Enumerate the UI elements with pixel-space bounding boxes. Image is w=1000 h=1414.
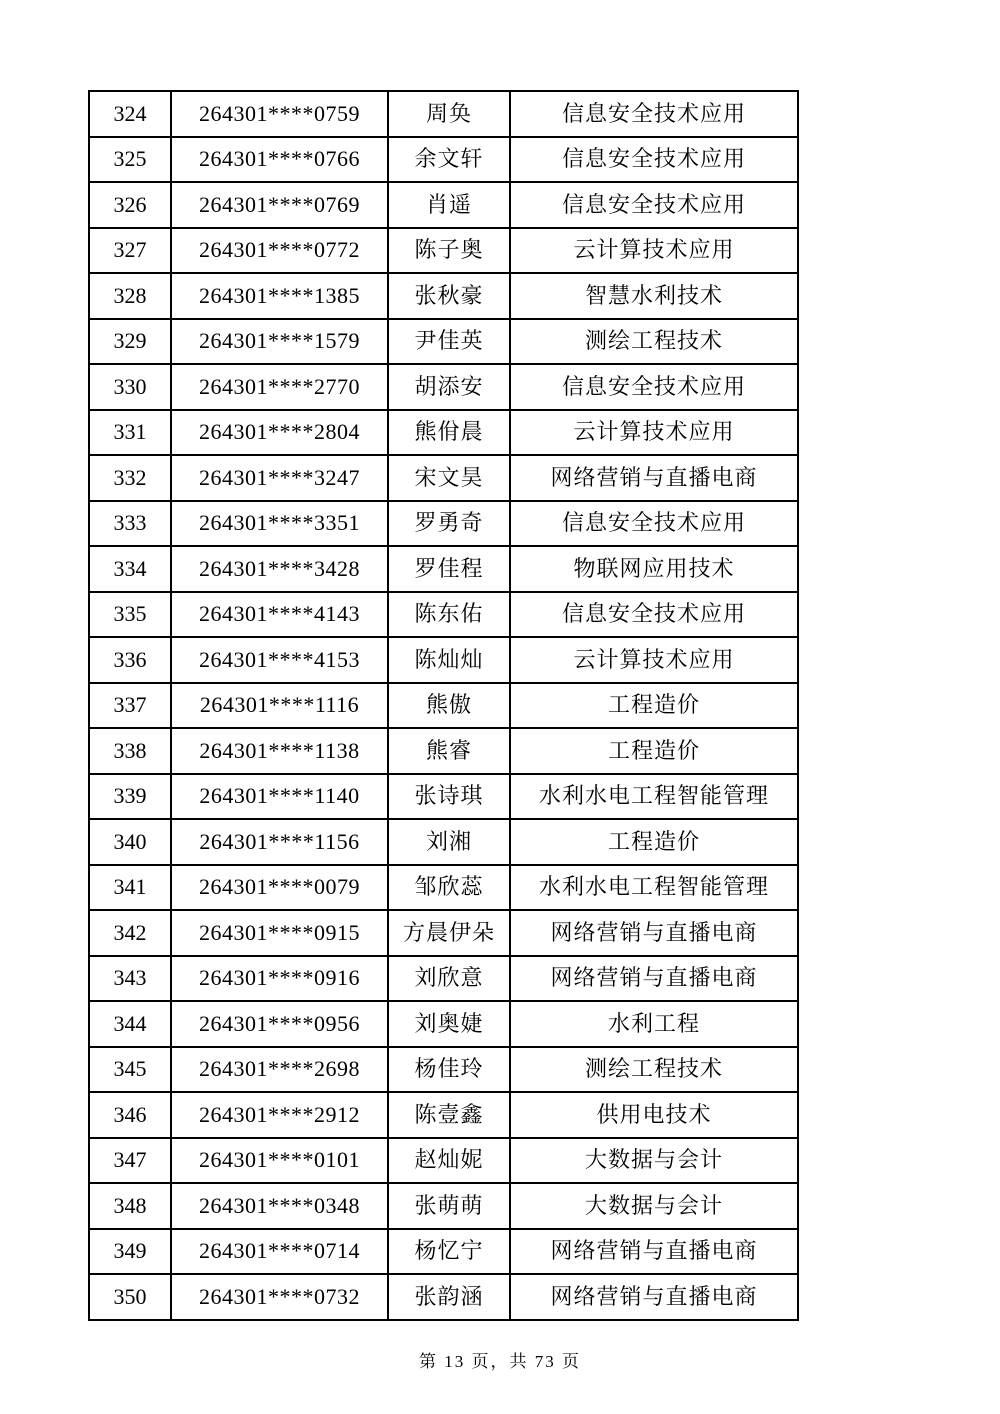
table-row <box>89 410 798 456</box>
row-number-cell: 335 <box>89 592 171 638</box>
student-name-cell: 杨佳玲 <box>388 1047 510 1093</box>
student-name-cell: 罗佳程 <box>388 546 510 592</box>
student-name-cell: 周奂 <box>388 91 510 137</box>
table-row <box>89 819 798 865</box>
table-row <box>89 1138 798 1184</box>
row-number-cell: 324 <box>89 91 171 137</box>
major-cell: 网络营销与直播电商 <box>510 910 798 956</box>
candidate-id-cell: 264301****0769 <box>171 182 388 228</box>
candidate-id-cell: 264301****0766 <box>171 137 388 183</box>
table-row <box>89 91 798 137</box>
major-cell: 供用电技术 <box>510 1092 798 1138</box>
major-cell: 云计算技术应用 <box>510 637 798 683</box>
student-name-cell: 张萌萌 <box>388 1183 510 1229</box>
table-row <box>89 910 798 956</box>
candidate-id-cell: 264301****0079 <box>171 865 388 911</box>
major-cell: 工程造价 <box>510 819 798 865</box>
row-number-cell: 339 <box>89 774 171 820</box>
row-number-cell: 334 <box>89 546 171 592</box>
row-number-cell: 347 <box>89 1138 171 1184</box>
major-cell: 测绘工程技术 <box>510 1047 798 1093</box>
student-name-cell: 胡添安 <box>388 364 510 410</box>
table-row <box>89 774 798 820</box>
major-cell: 水利工程 <box>510 1001 798 1047</box>
major-cell: 物联网应用技术 <box>510 546 798 592</box>
candidate-id-cell: 264301****2912 <box>171 1092 388 1138</box>
table-row <box>89 501 798 547</box>
candidate-id-cell: 264301****0915 <box>171 910 388 956</box>
row-number-cell: 344 <box>89 1001 171 1047</box>
major-cell: 智慧水利技术 <box>510 273 798 319</box>
row-number-cell: 333 <box>89 501 171 547</box>
major-cell: 测绘工程技术 <box>510 319 798 365</box>
candidate-id-cell: 264301****4153 <box>171 637 388 683</box>
student-name-cell: 邹欣蕊 <box>388 865 510 911</box>
student-name-cell: 罗勇奇 <box>388 501 510 547</box>
major-cell: 云计算技术应用 <box>510 228 798 274</box>
student-roster-table <box>88 90 799 1321</box>
student-name-cell: 张韵涵 <box>388 1274 510 1320</box>
table-row <box>89 319 798 365</box>
major-cell: 水利水电工程智能管理 <box>510 865 798 911</box>
candidate-id-cell: 264301****0772 <box>171 228 388 274</box>
candidate-id-cell: 264301****0714 <box>171 1229 388 1275</box>
major-cell: 工程造价 <box>510 683 798 729</box>
candidate-id-cell: 264301****2804 <box>171 410 388 456</box>
row-number-cell: 340 <box>89 819 171 865</box>
major-cell: 网络营销与直播电商 <box>510 1274 798 1320</box>
table-row <box>89 592 798 638</box>
student-name-cell: 张秋豪 <box>388 273 510 319</box>
row-number-cell: 346 <box>89 1092 171 1138</box>
candidate-id-cell: 264301****1156 <box>171 819 388 865</box>
row-number-cell: 325 <box>89 137 171 183</box>
table-row <box>89 228 798 274</box>
candidate-id-cell: 264301****1140 <box>171 774 388 820</box>
student-name-cell: 陈壹鑫 <box>388 1092 510 1138</box>
row-number-cell: 327 <box>89 228 171 274</box>
candidate-id-cell: 264301****1385 <box>171 273 388 319</box>
major-cell: 网络营销与直播电商 <box>510 455 798 501</box>
major-cell: 水利水电工程智能管理 <box>510 774 798 820</box>
table-row <box>89 137 798 183</box>
row-number-cell: 338 <box>89 728 171 774</box>
table-row <box>89 455 798 501</box>
candidate-id-cell: 264301****3247 <box>171 455 388 501</box>
table-row <box>89 683 798 729</box>
student-name-cell: 熊睿 <box>388 728 510 774</box>
row-number-cell: 345 <box>89 1047 171 1093</box>
row-number-cell: 349 <box>89 1229 171 1275</box>
major-cell: 信息安全技术应用 <box>510 501 798 547</box>
table-row <box>89 865 798 911</box>
table-body <box>89 91 798 1320</box>
row-number-cell: 348 <box>89 1183 171 1229</box>
page-footer: 第 13 页，共 73 页 <box>419 1352 581 1371</box>
row-number-cell: 350 <box>89 1274 171 1320</box>
candidate-id-cell: 264301****1116 <box>171 683 388 729</box>
student-name-cell: 陈子奥 <box>388 228 510 274</box>
table-row <box>89 182 798 228</box>
candidate-id-cell: 264301****2770 <box>171 364 388 410</box>
table-row <box>89 1183 798 1229</box>
table-row <box>89 637 798 683</box>
candidate-id-cell: 264301****1579 <box>171 319 388 365</box>
table-row <box>89 273 798 319</box>
candidate-id-cell: 264301****0101 <box>171 1138 388 1184</box>
major-cell: 网络营销与直播电商 <box>510 956 798 1002</box>
table-row <box>89 956 798 1002</box>
major-cell: 信息安全技术应用 <box>510 182 798 228</box>
student-name-cell: 熊傲 <box>388 683 510 729</box>
row-number-cell: 331 <box>89 410 171 456</box>
row-number-cell: 332 <box>89 455 171 501</box>
student-name-cell: 宋文昊 <box>388 455 510 501</box>
candidate-id-cell: 264301****0348 <box>171 1183 388 1229</box>
table-row <box>89 1047 798 1093</box>
table-row <box>89 728 798 774</box>
candidate-id-cell: 264301****0759 <box>171 91 388 137</box>
student-name-cell: 熊佾晨 <box>388 410 510 456</box>
candidate-id-cell: 264301****2698 <box>171 1047 388 1093</box>
major-cell: 大数据与会计 <box>510 1183 798 1229</box>
major-cell: 大数据与会计 <box>510 1138 798 1184</box>
student-name-cell: 陈灿灿 <box>388 637 510 683</box>
table-row <box>89 1092 798 1138</box>
row-number-cell: 343 <box>89 956 171 1002</box>
candidate-id-cell: 264301****0916 <box>171 956 388 1002</box>
candidate-id-cell: 264301****0732 <box>171 1274 388 1320</box>
row-number-cell: 326 <box>89 182 171 228</box>
candidate-id-cell: 264301****4143 <box>171 592 388 638</box>
candidate-id-cell: 264301****0956 <box>171 1001 388 1047</box>
major-cell: 网络营销与直播电商 <box>510 1229 798 1275</box>
student-name-cell: 赵灿妮 <box>388 1138 510 1184</box>
row-number-cell: 336 <box>89 637 171 683</box>
table-row <box>89 1274 798 1320</box>
row-number-cell: 330 <box>89 364 171 410</box>
student-name-cell: 刘奥婕 <box>388 1001 510 1047</box>
student-name-cell: 杨忆宁 <box>388 1229 510 1275</box>
row-number-cell: 337 <box>89 683 171 729</box>
table-row <box>89 364 798 410</box>
major-cell: 工程造价 <box>510 728 798 774</box>
row-number-cell: 342 <box>89 910 171 956</box>
table-row <box>89 1001 798 1047</box>
table-row <box>89 546 798 592</box>
student-name-cell: 张诗琪 <box>388 774 510 820</box>
candidate-id-cell: 264301****3351 <box>171 501 388 547</box>
candidate-id-cell: 264301****3428 <box>171 546 388 592</box>
major-cell: 信息安全技术应用 <box>510 91 798 137</box>
student-name-cell: 陈东佑 <box>388 592 510 638</box>
major-cell: 信息安全技术应用 <box>510 592 798 638</box>
student-name-cell: 刘欣意 <box>388 956 510 1002</box>
candidate-id-cell: 264301****1138 <box>171 728 388 774</box>
major-cell: 信息安全技术应用 <box>510 137 798 183</box>
student-name-cell: 肖遥 <box>388 182 510 228</box>
row-number-cell: 341 <box>89 865 171 911</box>
student-name-cell: 刘湘 <box>388 819 510 865</box>
major-cell: 信息安全技术应用 <box>510 364 798 410</box>
table-row <box>89 1229 798 1275</box>
major-cell: 云计算技术应用 <box>510 410 798 456</box>
row-number-cell: 328 <box>89 273 171 319</box>
row-number-cell: 329 <box>89 319 171 365</box>
student-name-cell: 尹佳英 <box>388 319 510 365</box>
student-name-cell: 方晨伊朵 <box>388 910 510 956</box>
student-name-cell: 余文轩 <box>388 137 510 183</box>
